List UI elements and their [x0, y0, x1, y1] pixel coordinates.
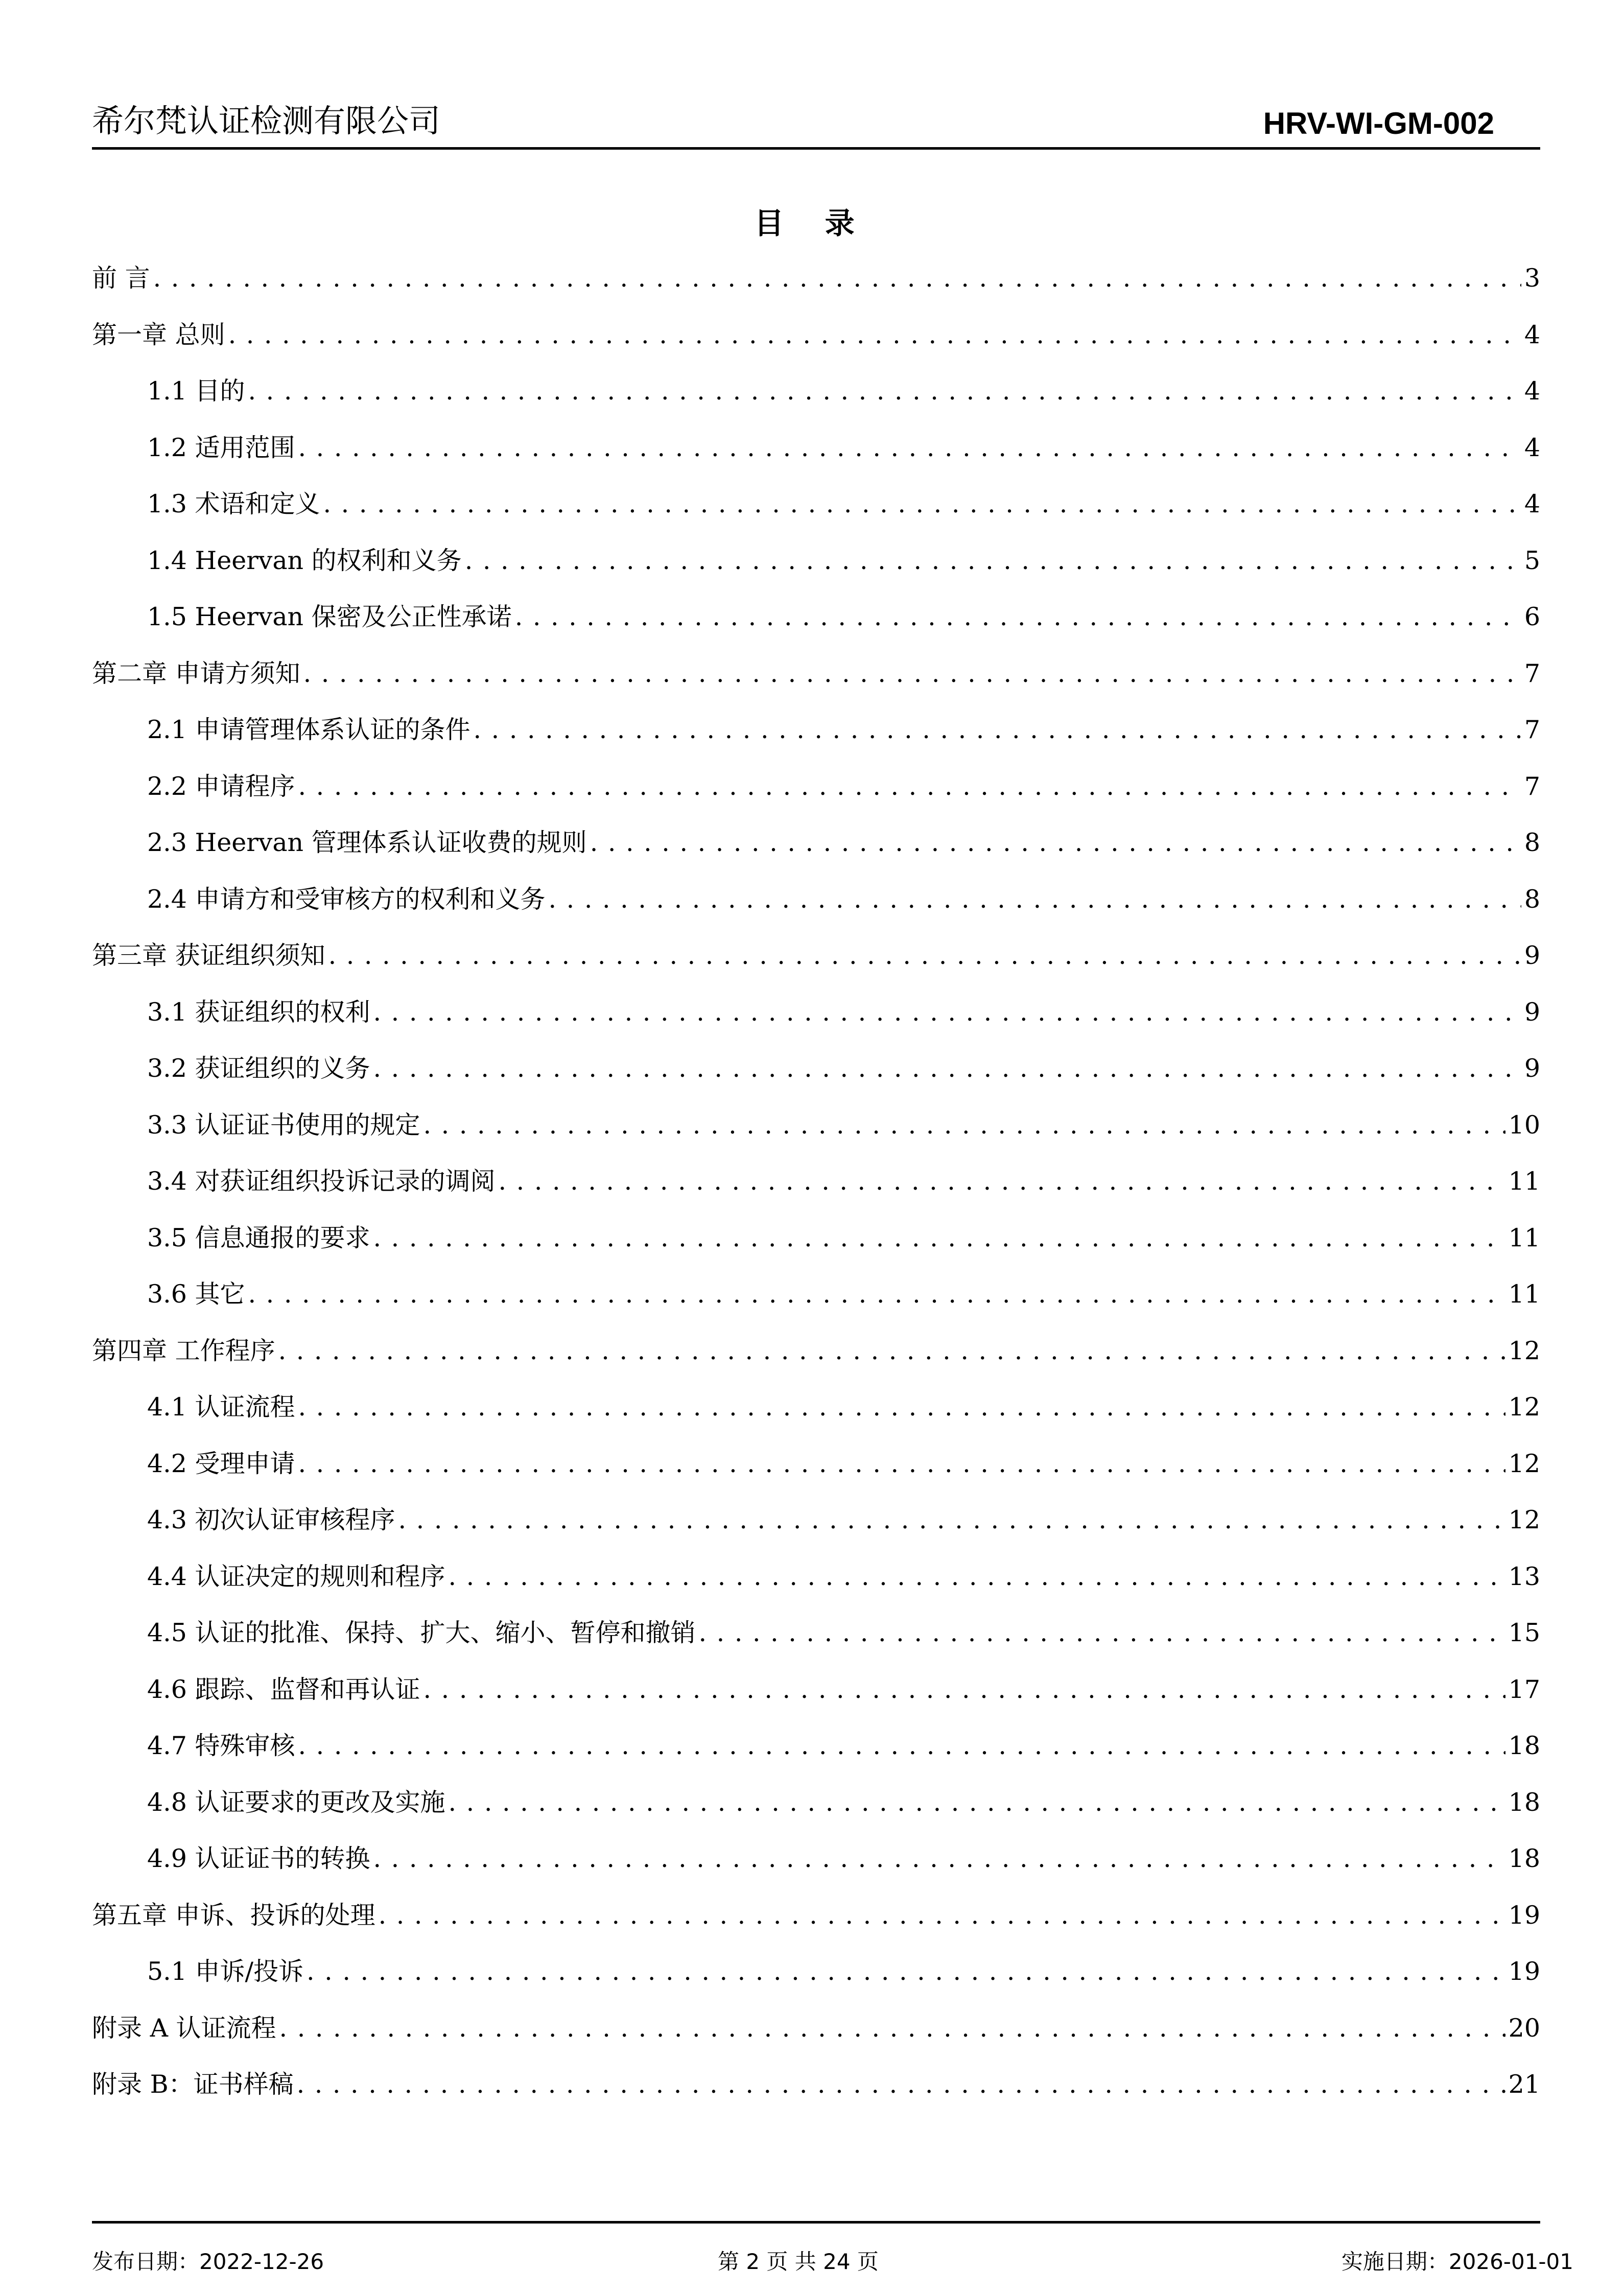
toc-entry-label: 第三章 获证组织须知 — [92, 941, 325, 970]
dot-leader — [297, 2056, 1505, 2113]
toc-entry-page: 8 — [1524, 828, 1540, 857]
toc-entry-page: 6 — [1524, 602, 1540, 631]
dot-leader — [499, 1153, 1505, 1210]
toc-entry-label: 3.1 获证组织的权利 — [147, 997, 370, 1027]
toc-entry-page: 9 — [1524, 997, 1540, 1027]
toc-entry[interactable] — [92, 1040, 1540, 1097]
toc-entry[interactable] — [92, 1492, 1540, 1549]
toc-entry-page: 18 — [1508, 1731, 1540, 1760]
toc-entry-page: 21 — [1508, 2070, 1540, 2099]
toc-entry-label: 2.1 申请管理体系认证的条件 — [147, 715, 470, 744]
dot-leader — [474, 702, 1521, 759]
toc-entry-label: 4.1 认证流程 — [147, 1392, 295, 1422]
toc-entry-page: 4 — [1524, 433, 1540, 462]
page-header — [92, 98, 1540, 150]
dot-leader — [278, 1323, 1505, 1380]
toc-entry-page: 20 — [1508, 2013, 1540, 2043]
toc-entry-page: 19 — [1508, 1957, 1540, 1986]
toc-entry-page: 10 — [1508, 1110, 1540, 1140]
dot-leader — [379, 1887, 1505, 1944]
toc-entry-page: 11 — [1508, 1223, 1540, 1252]
dot-leader — [398, 1492, 1505, 1549]
toc-entry[interactable] — [92, 589, 1540, 646]
toc-entry[interactable] — [92, 1831, 1540, 1887]
toc-entry-label: 2.3 Heervan 管理体系认证收费的规则 — [147, 828, 587, 857]
toc-entry[interactable] — [92, 1605, 1540, 1662]
toc-entry[interactable] — [92, 646, 1540, 702]
toc-entry-label: 附录 A 认证流程 — [92, 2013, 276, 2043]
page-footer — [92, 2245, 1573, 2281]
toc-entry-page: 11 — [1508, 1167, 1540, 1196]
dot-leader — [323, 476, 1521, 533]
toc-entry[interactable] — [92, 533, 1540, 589]
dot-leader — [279, 2000, 1505, 2057]
toc-entry[interactable] — [92, 759, 1540, 815]
toc-entry-label: 4.9 认证证书的转换 — [147, 1844, 370, 1873]
toc-entry[interactable] — [92, 2056, 1540, 2113]
toc-entry[interactable] — [92, 1944, 1540, 2000]
toc-entry-page: 17 — [1508, 1674, 1540, 1704]
toc-entry-label: 3.4 对获证组织投诉记录的调阅 — [147, 1167, 496, 1196]
toc-entry-page: 12 — [1508, 1392, 1540, 1422]
page-indicator: 第 2 页 共 24 页 — [718, 2249, 879, 2274]
toc-entry[interactable] — [92, 1379, 1540, 1436]
toc-entry-page: 12 — [1508, 1449, 1540, 1478]
dot-leader — [423, 1097, 1505, 1154]
dot-leader — [699, 1605, 1505, 1662]
dot-leader — [153, 250, 1521, 307]
toc-entry-label: 4.4 认证决定的规则和程序 — [147, 1562, 445, 1591]
dot-leader — [373, 984, 1521, 1041]
toc-entry[interactable] — [92, 1775, 1540, 1831]
dot-leader — [590, 815, 1521, 871]
toc-entry[interactable] — [92, 928, 1540, 984]
toc-entry-label: 1.4 Heervan 的权利和义务 — [147, 546, 462, 575]
dot-leader — [423, 1662, 1505, 1718]
toc-entry-label: 4.3 初次认证审核程序 — [147, 1505, 395, 1534]
toc-entry-page: 18 — [1508, 1787, 1540, 1817]
toc-entry-label: 2.2 申请程序 — [147, 771, 295, 801]
toc-entry[interactable] — [92, 363, 1540, 420]
dot-leader — [549, 871, 1521, 928]
dot-leader — [465, 533, 1521, 589]
toc-entry-page: 7 — [1524, 658, 1540, 688]
toc-entry-page: 7 — [1524, 715, 1540, 744]
toc-entry[interactable] — [92, 702, 1540, 759]
toc-entry[interactable] — [92, 1718, 1540, 1775]
toc-entry-label: 4.7 特殊审核 — [147, 1731, 295, 1760]
toc-entry[interactable] — [92, 250, 1540, 307]
toc-entry-label: 前 言 — [92, 264, 150, 293]
dot-leader — [449, 1549, 1505, 1605]
toc-entry-label: 3.2 获证组织的义务 — [147, 1054, 370, 1083]
toc-entry-page: 13 — [1508, 1562, 1540, 1591]
toc-entry-label: 1.1 目的 — [147, 376, 245, 406]
toc-entry-label: 1.3 术语和定义 — [147, 489, 320, 518]
toc-entry[interactable] — [92, 476, 1540, 533]
toc-entry[interactable] — [92, 1266, 1540, 1323]
toc-title: 目 录 — [754, 206, 870, 241]
footer-divider — [92, 2221, 1540, 2224]
toc-entry-label: 第五章 申诉、投诉的处理 — [92, 1900, 375, 1930]
toc-entry-label: 4.6 跟踪、监督和再认证 — [147, 1674, 420, 1704]
toc-entry[interactable] — [92, 1097, 1540, 1154]
toc-entry-page: 4 — [1524, 320, 1540, 349]
toc-entry-label: 4.5 认证的批准、保持、扩大、缩小、暂停和撤销 — [147, 1618, 696, 1647]
toc-entry[interactable] — [92, 984, 1540, 1041]
toc-entry-label: 3.3 认证证书使用的规定 — [147, 1110, 420, 1140]
toc-entry[interactable] — [92, 1153, 1540, 1210]
effective-date: 实施日期：2026-01-01 — [1341, 2249, 1573, 2274]
toc-entry[interactable] — [92, 307, 1540, 364]
toc-entry-page: 3 — [1524, 264, 1540, 293]
toc-entry-label: 1.5 Heervan 保密及公正性承诺 — [147, 602, 512, 631]
dot-leader — [298, 1436, 1505, 1493]
dot-leader — [228, 307, 1521, 364]
dot-leader — [298, 420, 1521, 477]
toc-entry-label: 1.2 适用范围 — [147, 433, 295, 462]
toc-entry-label: 第一章 总则 — [92, 320, 225, 349]
dot-leader — [515, 589, 1521, 646]
toc-entry-label: 3.6 其它 — [147, 1280, 245, 1309]
company-name: 希尔梵认证检测有限公司 — [92, 102, 441, 139]
toc-entry[interactable] — [92, 1662, 1540, 1718]
toc-entry-page: 4 — [1524, 376, 1540, 406]
toc-entry-label: 2.4 申请方和受审核方的权利和义务 — [147, 884, 546, 914]
toc-entry[interactable] — [92, 1210, 1540, 1267]
toc-entry-page: 8 — [1524, 884, 1540, 914]
toc-entry-page: 18 — [1508, 1844, 1540, 1873]
dot-leader — [373, 1831, 1505, 1887]
dot-leader — [298, 759, 1521, 815]
toc-entry-page: 19 — [1508, 1900, 1540, 1930]
issue-date: 发布日期：2022-12-26 — [92, 2249, 324, 2274]
dot-leader — [373, 1040, 1521, 1097]
toc-entry-page: 15 — [1508, 1618, 1540, 1647]
dot-leader — [449, 1775, 1505, 1831]
toc-entry-page: 12 — [1508, 1505, 1540, 1534]
toc-entry-page: 11 — [1508, 1280, 1540, 1309]
toc-entry[interactable] — [92, 420, 1540, 477]
toc-entry-label: 5.1 申诉/投诉 — [147, 1957, 304, 1986]
dot-leader — [248, 1266, 1505, 1323]
toc-entry-label: 第四章 工作程序 — [92, 1336, 275, 1365]
toc-entry[interactable] — [92, 1887, 1540, 1944]
dot-leader — [328, 928, 1521, 984]
toc-entry[interactable] — [92, 1549, 1540, 1605]
toc-entry[interactable] — [92, 1323, 1540, 1380]
dot-leader — [303, 646, 1521, 702]
toc-entry-page: 9 — [1524, 941, 1540, 970]
toc-entry-page: 4 — [1524, 489, 1540, 518]
toc-entry-page: 12 — [1508, 1336, 1540, 1365]
toc-entry[interactable] — [92, 871, 1540, 928]
dot-leader — [298, 1718, 1505, 1775]
table-of-contents — [92, 250, 1540, 2113]
dot-leader — [373, 1210, 1505, 1267]
toc-entry-label: 4.8 认证要求的更改及实施 — [147, 1787, 445, 1817]
dot-leader — [307, 1944, 1505, 2000]
toc-entry-label: 3.5 信息通报的要求 — [147, 1223, 370, 1252]
toc-entry[interactable] — [92, 1436, 1540, 1493]
document-code: HRV-WI-GM-002 — [1263, 106, 1494, 140]
toc-entry-page: 7 — [1524, 771, 1540, 801]
dot-leader — [298, 1379, 1505, 1436]
toc-entry-page: 9 — [1524, 1054, 1540, 1083]
toc-entry-label: 第二章 申请方须知 — [92, 658, 300, 688]
dot-leader — [248, 363, 1521, 420]
toc-entry-label: 4.2 受理申请 — [147, 1449, 295, 1478]
toc-entry-page: 5 — [1524, 546, 1540, 575]
toc-entry[interactable] — [92, 815, 1540, 871]
toc-entry-label: 附录 B：证书样稿 — [92, 2070, 294, 2099]
toc-entry[interactable] — [92, 2000, 1540, 2057]
